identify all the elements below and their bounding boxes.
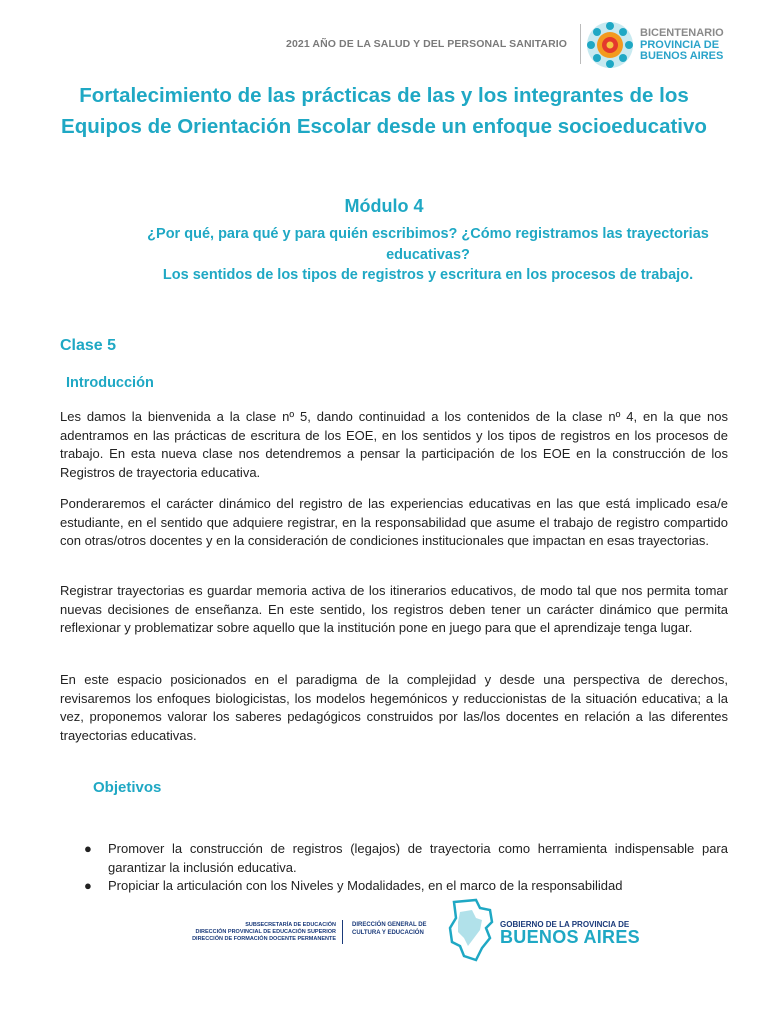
footer-mid-block	[352, 922, 442, 937]
footer-right-main: BUENOS AIRES	[500, 927, 640, 947]
footer-right-top: GOBIERNO DE LA PROVINCIA DE	[500, 920, 630, 929]
intro-paragraph-1: Les damos la bienvenida a la clase nº 5, dando continuidad a los contenidos de la clase nº 4, en la que nos adentramos en las prácticas de escritura de los EOE, en los sentidos y los tipos de registros en los procesos de trabajo. En esta nueva clase nos detendremos a pensar la participación de los EOE en la construcción de los Registros de trayectoria educativa.	[60, 409, 728, 480]
list-item	[84, 840, 728, 877]
module-subtitle-line2: Los sentidos de los tipos de registros y escritura en los procesos de trabajo.	[162, 267, 694, 283]
footer-left-block	[186, 922, 336, 943]
footer-divider	[342, 920, 343, 944]
objective-text-2: Propiciar la articulación con los Niveles y Modalidades, en el marco de la responsabilidad	[108, 878, 623, 893]
document-title: Fortalecimiento de las prácticas de las y los integrantes de los Equipos de Orientación Escolar desde un enfoque socioeducativo	[61, 84, 707, 138]
objectives-heading: Objetivos	[93, 779, 162, 796]
intro-paragraph-3: Registrar trayectorias es guardar memoria activa de los itinerarios educativos, de modo tal que nos permita tomar nuevas decisiones de enseñanza. En este sentido, los registros deben tener un carácter dinámico que permita reflexionar y problematizar sobre aquello que la institución pone en juego para que el aprendizaje tenga lugar.	[60, 583, 728, 635]
intro-paragraph-4: En este espacio posicionados en el paradigma de la complejidad y desde una perspectiva de derechos, revisaremos los enfoques biologicistas, los modelos hegemónicos y reduccionistas de la situación educativa; a la vez, proponemos valorar los saberes pedagógicos construidos por las/los docentes en relación a las diferentes trayectorias educativas.	[60, 672, 728, 743]
header-brand-line3: BUENOS AIRES	[640, 50, 724, 62]
intro-paragraph-2: Ponderaremos el carácter dinámico del registro de las experiencias educativas en las que está implicado esa/e estudiante, en el sentido que adquiere registrar, en la responsabilidad que asume el trabajo de registro compartido con otras/otros docentes y en la consideración de condiciones institucionales que impactan en esas trayectorias.	[60, 496, 728, 548]
header-divider	[580, 24, 581, 64]
module-heading: Módulo 4	[344, 196, 424, 216]
footer-left-line1: SUBSECRETARÍA DE EDUCACIÓN	[245, 922, 336, 928]
header-brand-line2: PROVINCIA DE	[640, 38, 720, 51]
intro-heading: Introducción	[66, 375, 154, 391]
module-subtitle-line1: ¿Por qué, para qué y para quién escribimos? ¿Cómo registramos las trayectorias educativas?	[147, 226, 709, 263]
footer-mid-line1: DIRECCIÓN GENERAL DE	[352, 922, 427, 928]
bullet-icon: ●	[84, 878, 92, 893]
buenos-aires-map-logo-icon	[446, 898, 496, 964]
bullet-icon: ●	[84, 841, 92, 856]
footer-left-line3: DIRECCIÓN DE FORMACIÓN DOCENTE PERMANENTE	[192, 936, 336, 942]
footer-mid-line2: CULTURA Y EDUCACIÓN	[352, 929, 424, 936]
objectives-list	[84, 840, 728, 896]
header-banner-text: 2021 AÑO DE LA SALUD Y DEL PERSONAL SANITARIO	[286, 38, 568, 50]
header-brand-line1: BICENTENARIO	[640, 27, 724, 39]
class-heading: Clase 5	[60, 337, 117, 354]
footer-left-line2: DIRECCIÓN PROVINCIAL DE EDUCACIÓN SUPERIOR	[195, 929, 336, 935]
header-banner	[0, 0, 768, 80]
objective-text-1: Promover la construcción de registros (legajos) de trayectoria como herramienta indispensable para garantizar la inclusión educativa.	[108, 841, 728, 875]
header-brand	[640, 28, 724, 63]
provincia-sun-logo-icon	[585, 20, 635, 70]
module-subtitle	[130, 224, 726, 286]
